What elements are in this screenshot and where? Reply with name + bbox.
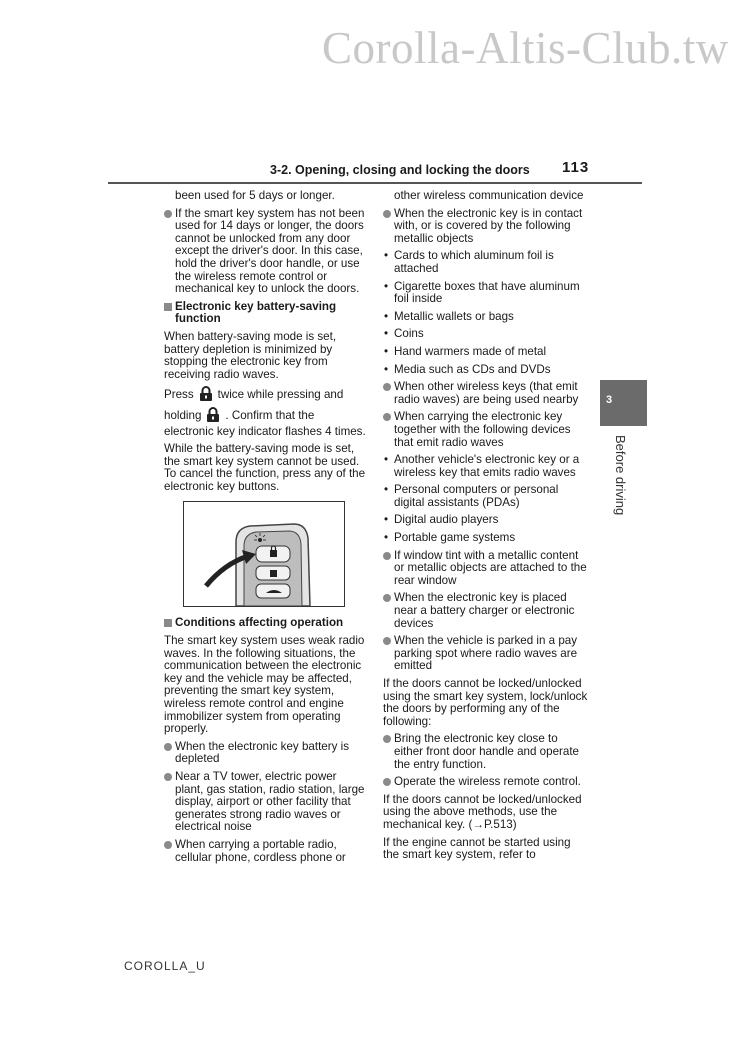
bullet-carrying-devices: When carrying the electronic key together with the following devices that emit radio waves <box>383 411 588 449</box>
electronic-key-illustration <box>183 501 345 607</box>
metal-items-list <box>383 250 588 376</box>
bullet-tv-tower: Near a TV tower, electric power plant, gas station, radio station, large display, airport or other facility that generates strong radio waves or electrical noise <box>164 771 366 834</box>
bullet-window-tint: If window tint with a metallic content or metallic objects are attached to the rear window <box>383 550 588 588</box>
list-item: • Personal computers or personal digital assistants (PDAs) <box>383 484 588 509</box>
para-cannot-lock: If the doors cannot be locked/unlocked using the smart key system, lock/unlock the doors by performing any of the following: <box>383 677 588 728</box>
right-column <box>383 190 588 867</box>
para-mechanical-key: If the doors cannot be locked/unlocked using the above methods, use the mechanical key. (→P.513) <box>383 792 582 831</box>
conditions-heading: Conditions affecting operation <box>164 617 366 630</box>
bullet-other-keys: When other wireless keys (that emit radio waves) are being used nearby <box>383 381 588 406</box>
press-word: Press <box>164 388 194 402</box>
continued-text-right: other wireless communication device <box>394 189 584 202</box>
battery-saving-heading: Electronic key battery-saving function <box>164 301 366 326</box>
list-item: • Media such as CDs and DVDs <box>383 364 588 377</box>
bullet-14-days: If the smart key system has not been used for 14 days or longer, the doors cannot be unlocked from any door except the driver's door. In this case, hold the driver's door handle, or use the wireless remote control or mechanical key to unlock the doors. <box>164 208 366 296</box>
section-title: 3-2. Opening, closing and locking the doors <box>270 163 530 177</box>
holding-instruction <box>164 407 366 438</box>
bullet-depleted: When the electronic key battery is depleted <box>164 741 366 766</box>
bullet-pay-parking: When the vehicle is parked in a pay parking spot where radio waves are emitted <box>383 635 588 673</box>
list-item: • Portable game systems <box>383 532 588 545</box>
continued-text: been used for 5 days or longer. <box>175 189 335 202</box>
conditions-para: The smart key system uses weak radio waves. In the following situations, the communication between the electronic key and the vehicle may be affected, preventing the smart key system, wireless remote control and engine immobilizer system from operating properly. <box>164 634 365 736</box>
list-item: • Another vehicle's electronic key or a wireless key that emits radio waves <box>383 454 588 479</box>
press-instruction <box>164 386 366 405</box>
chapter-tab[interactable] <box>600 380 647 426</box>
list-item: • Digital audio players <box>383 514 588 527</box>
bullet-contact-metal: When the electronic key is in contact with, or is covered by the following metallic objects <box>383 208 588 246</box>
device-items-list <box>383 454 588 545</box>
para-engine-start: If the engine cannot be started using the smart key system, refer to <box>383 835 571 862</box>
list-item: • Cigarette boxes that have aluminum foil inside <box>383 281 588 306</box>
holding-word: holding <box>164 408 202 422</box>
lock-button-icon <box>199 386 213 405</box>
list-item: • Coins <box>383 328 588 341</box>
header-rule <box>108 182 642 184</box>
battery-saving-para: When battery-saving mode is set, battery depletion is minimized by stopping the electronic key from receiving radio waves. <box>164 329 337 381</box>
lock-button-icon-2 <box>206 407 220 426</box>
list-item: • Cards to which aluminum foil is attached <box>383 250 588 275</box>
footer-model: COROLLA_U <box>124 959 206 973</box>
bullet-portable-radio: When carrying a portable radio, cellular phone, cordless phone or <box>164 839 366 864</box>
holding-rest: . Confirm that the electronic key indicator flashes 4 times. <box>164 408 366 438</box>
chapter-label: Before driving <box>613 435 628 516</box>
page-number: 113 <box>562 159 590 176</box>
press-rest: twice while pressing and <box>217 388 344 402</box>
left-column <box>164 190 366 869</box>
chapter-tab-number: 3 <box>605 394 613 406</box>
bullet-operate-remote: Operate the wireless remote control. <box>383 776 588 789</box>
list-item: • Hand warmers made of metal <box>383 346 588 359</box>
electronic-key-drawing <box>184 502 344 606</box>
watermark: Corolla-Altis-Club.tw <box>322 23 729 73</box>
battery-saving-cancel-para: While the battery-saving mode is set, the smart key system cannot be used. To cancel the function, press any of the electronic key buttons. <box>164 442 366 493</box>
bullet-battery-charger: When the electronic key is placed near a battery charger or electronic devices <box>383 592 588 630</box>
bullet-bring-key: Bring the electronic key close to either front door handle and operate the entry function. <box>383 733 588 771</box>
list-item: • Metallic wallets or bags <box>383 311 588 324</box>
